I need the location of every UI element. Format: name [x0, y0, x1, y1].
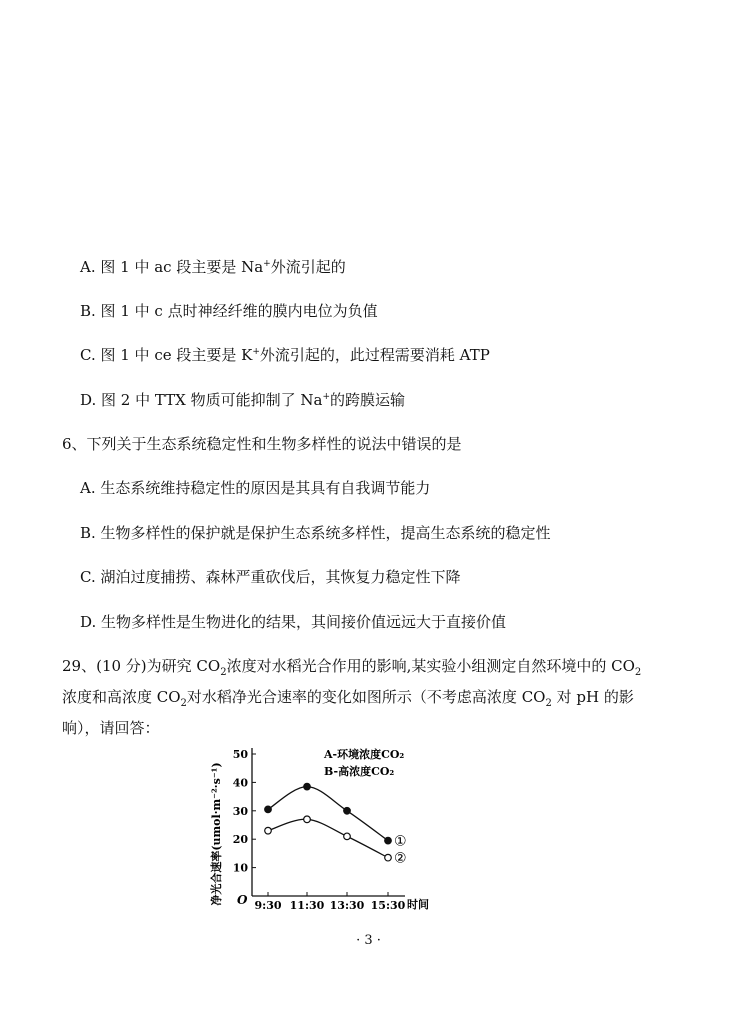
question-6-stem: 6、下列关于生态系统稳定性和生物多样性的说法中错误的是 — [62, 435, 462, 453]
origin-label: O — [237, 893, 248, 907]
series-2-point — [385, 854, 392, 861]
series-1-point — [385, 837, 392, 844]
y-tick-label: 10 — [232, 861, 248, 875]
series-2-point — [344, 833, 351, 840]
y-tick-label: 20 — [232, 833, 248, 847]
question-29-line-3: 响），请回答： — [62, 719, 160, 737]
x-axis-label: 时间 — [407, 898, 429, 911]
y-tick-label: 40 — [232, 776, 248, 790]
series-1-end-label: ① — [394, 833, 407, 850]
option-6c: C. 湖泊过度捕捞、森林严重砍伐后，其恢复力稳定性下降 — [80, 568, 461, 586]
y-tick-label: 30 — [232, 804, 248, 818]
legend-a: A-环境浓度CO₂ — [324, 748, 405, 761]
question-29-line-2: 浓度和高浓度 $CO_2$对水稻净光合速率的变化如图所示（不考虑高浓度 $CO_2$ 对 pH 的影 — [62, 688, 634, 709]
series-2-end-label: ② — [394, 850, 407, 867]
series-2-point — [304, 816, 311, 823]
series-2-line — [268, 819, 388, 857]
option-6d: D. 生物多样性是生物进化的结果，其间接价值远远大于直接价值 — [80, 613, 507, 631]
y-axis-label: 净光合速率(umol·m⁻²·s⁻¹) — [210, 762, 223, 906]
x-tick-label: 9:30 — [254, 899, 282, 912]
series-1-point — [344, 808, 351, 815]
x-tick-label: 13:30 — [329, 899, 365, 912]
option-5c: C. 图 1 中 ce 段主要是 K+外流引起的，此过程需要消耗 ATP — [80, 346, 490, 364]
x-tick-label: 11:30 — [289, 899, 325, 912]
net-photosynthesis-chart — [200, 740, 440, 915]
series-2-point — [265, 827, 272, 834]
y-tick-label: 50 — [232, 748, 248, 761]
page-number: · 3 · — [356, 933, 381, 948]
x-tick-label: 15:30 — [370, 899, 406, 912]
question-29-line-1: 29、(10 分)为研究 $CO_2$浓度对水稻光合作用的影响,某实验小组测定自然环境中的 $CO_2$ — [62, 657, 642, 678]
option-6b: B. 生物多样性的保护就是保护生态系统多样性，提高生态系统的稳定性 — [80, 524, 551, 542]
series-1-line — [268, 787, 388, 841]
option-5b: B. 图 1 中 c 点时神经纤维的膜内电位为负值 — [80, 302, 378, 320]
option-5a: A. 图 1 中 ac 段主要是 Na+外流引起的 — [80, 258, 346, 276]
option-6a: A. 生态系统维持稳定性的原因是其具有自我调节能力 — [80, 479, 431, 497]
legend-b: B-高浓度CO₂ — [324, 765, 395, 778]
option-5d: D. 图 2 中 TTX 物质可能抑制了 Na+的跨膜运输 — [80, 391, 406, 409]
series-1-point — [265, 806, 272, 813]
series-1-point — [304, 783, 311, 790]
